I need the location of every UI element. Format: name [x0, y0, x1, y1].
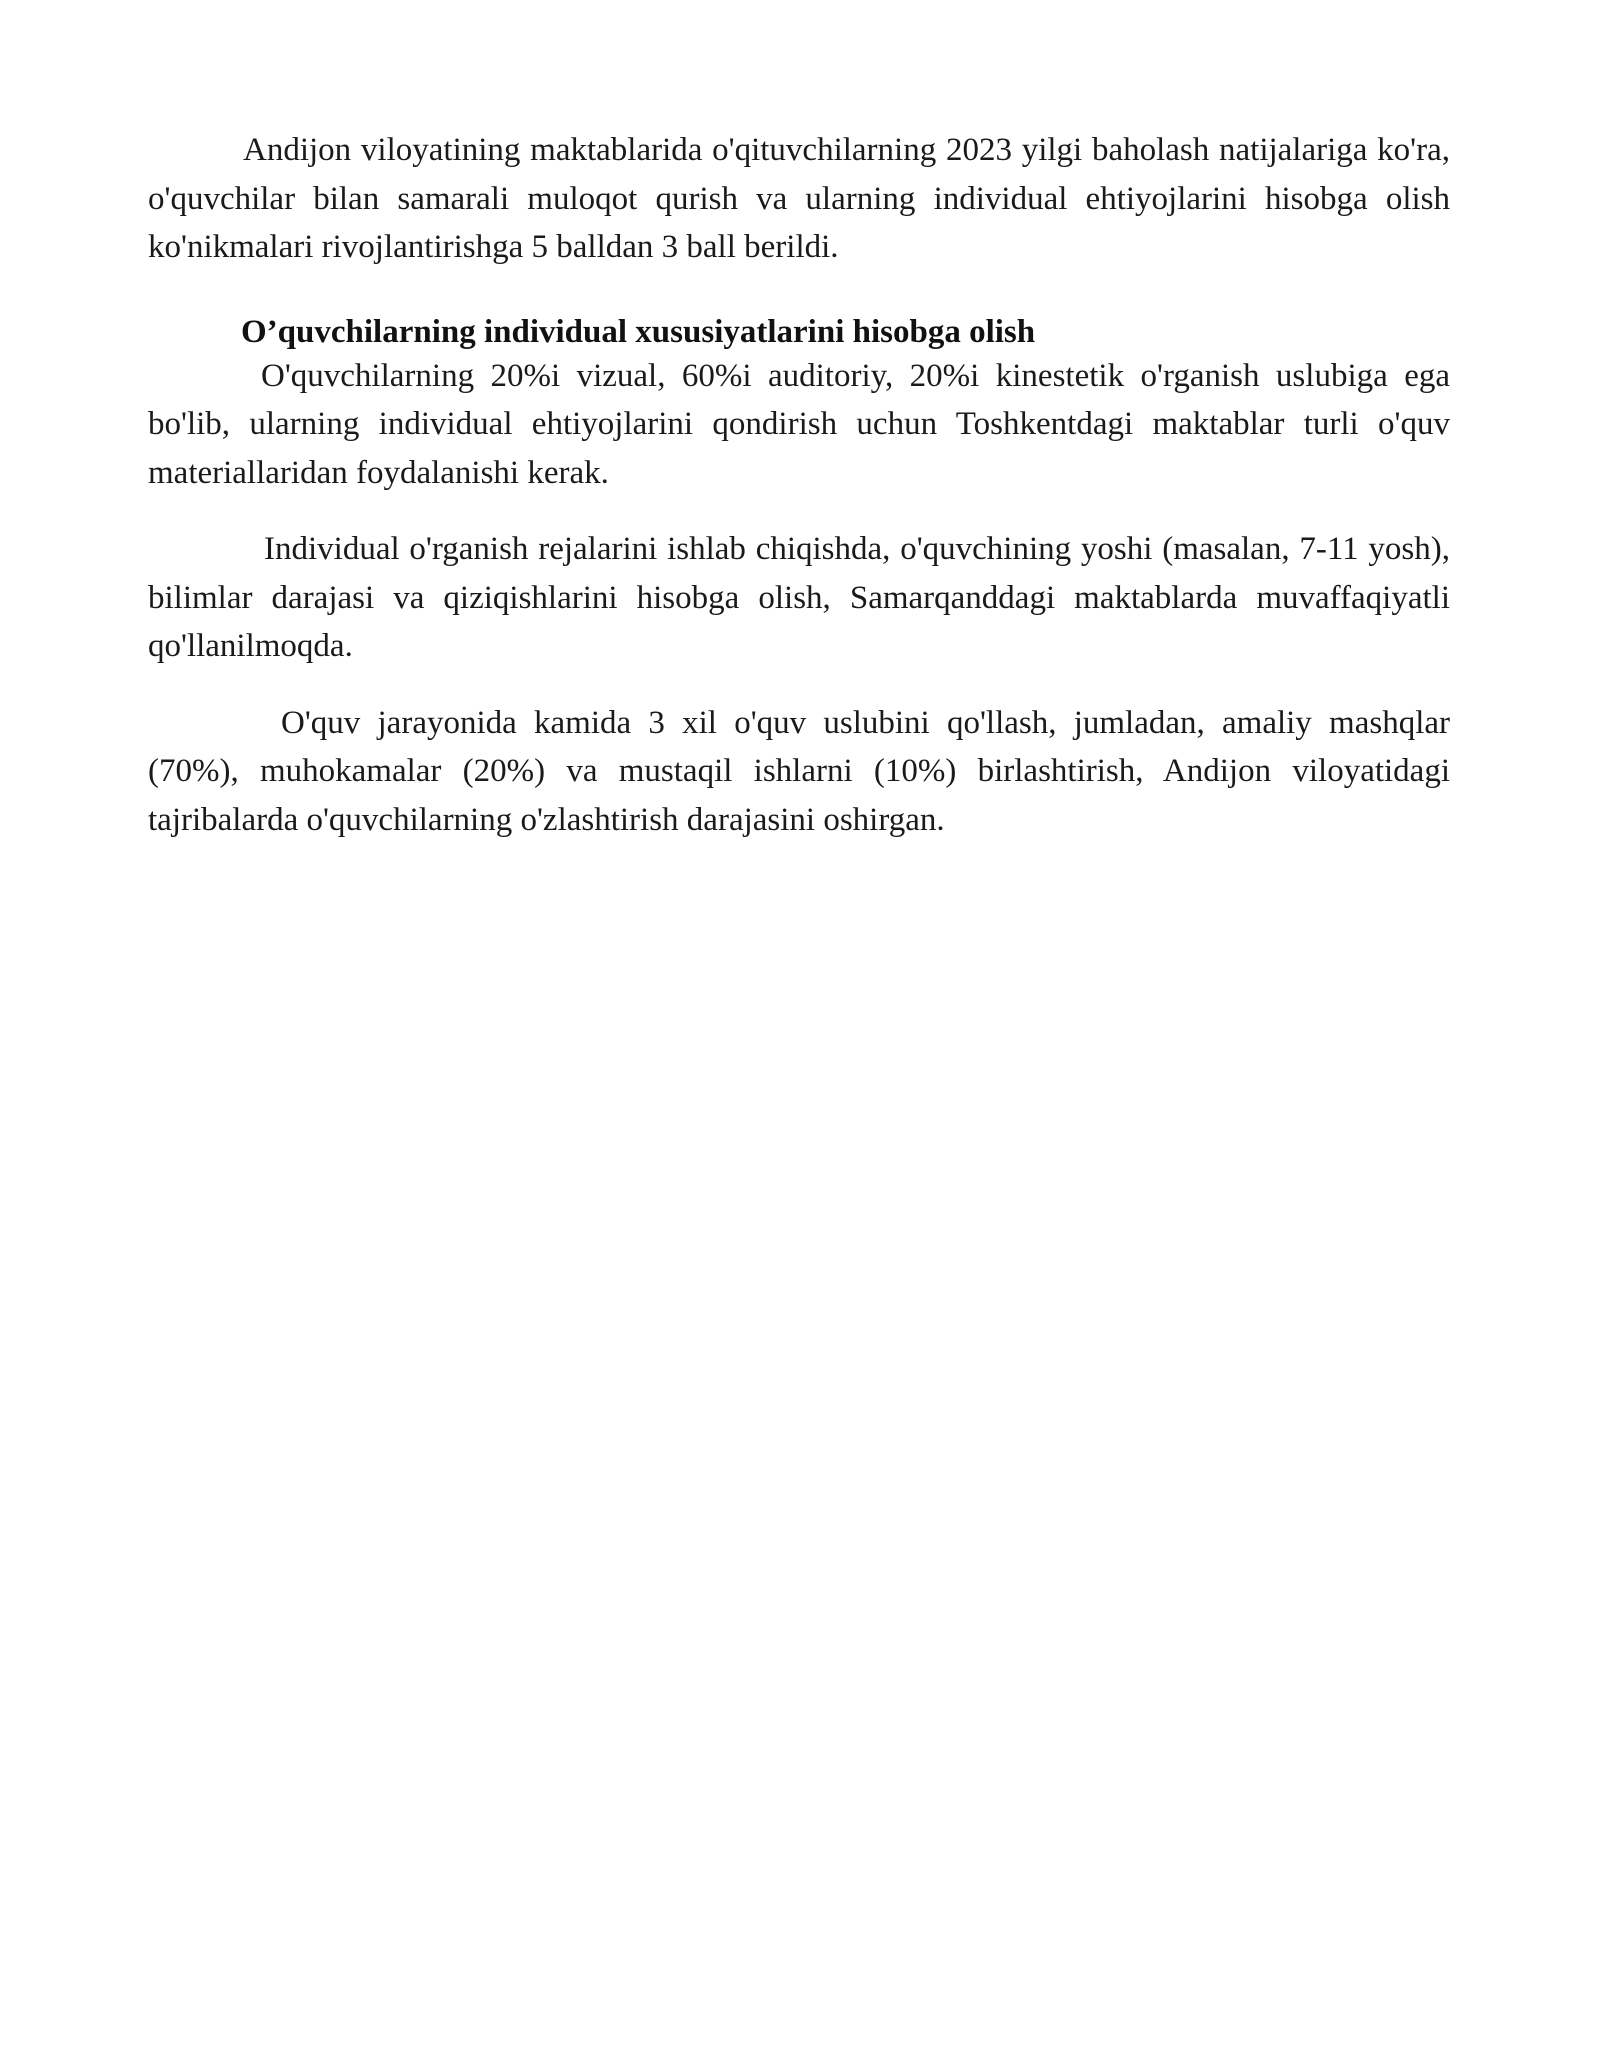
section-heading: O’quvchilarning individual xususiyatlarini hisobga olish [241, 313, 1036, 350]
paragraph-teaching-methods: O'quv jarayonida kamida 3 xil o'quv uslubini qo'llash, jumladan, amaliy mashqlar (70%), muhokamalar (20%) va mustaqil ishlarni (10%) birlashtirish, Andijon viloyatidagi tajribalarda o'quvchilarning o'zlashtirish darajasini oshirgan. [148, 704, 1450, 838]
document-body [148, 126, 1450, 844]
paragraph-assessment-results: Andijon viloyatining maktablarida o'qituvchilarning 2023 yilgi baholash natijalariga ko'ra, o'quvchilar bilan samarali muloqot qurish va ularning individual ehtiyojlarini hisobga olish ko'nikmalari rivojlantirishga 5 balldan 3 ball berildi. [148, 132, 1450, 265]
paragraph-individual-plans: Individual o'rganish rejalarini ishlab chiqishda, o'quvchining yoshi (masalan, 7-11 yosh), bilimlar darajasi va qiziqishlarini hisobga olish, Samarqanddagi maktablarda muvaffaqiyatli qo'llanilmoqda. [148, 531, 1450, 664]
paragraph-learning-styles: O'quvchilarning 20%i vizual, 60%i auditoriy, 20%i kinestetik o'rganish uslubiga ega bo'lib, ularning individual ehtiyojlarini qondirish uchun Toshkentdagi maktablar turli o'quv materiallaridan foydalanishi kerak. [148, 357, 1450, 491]
